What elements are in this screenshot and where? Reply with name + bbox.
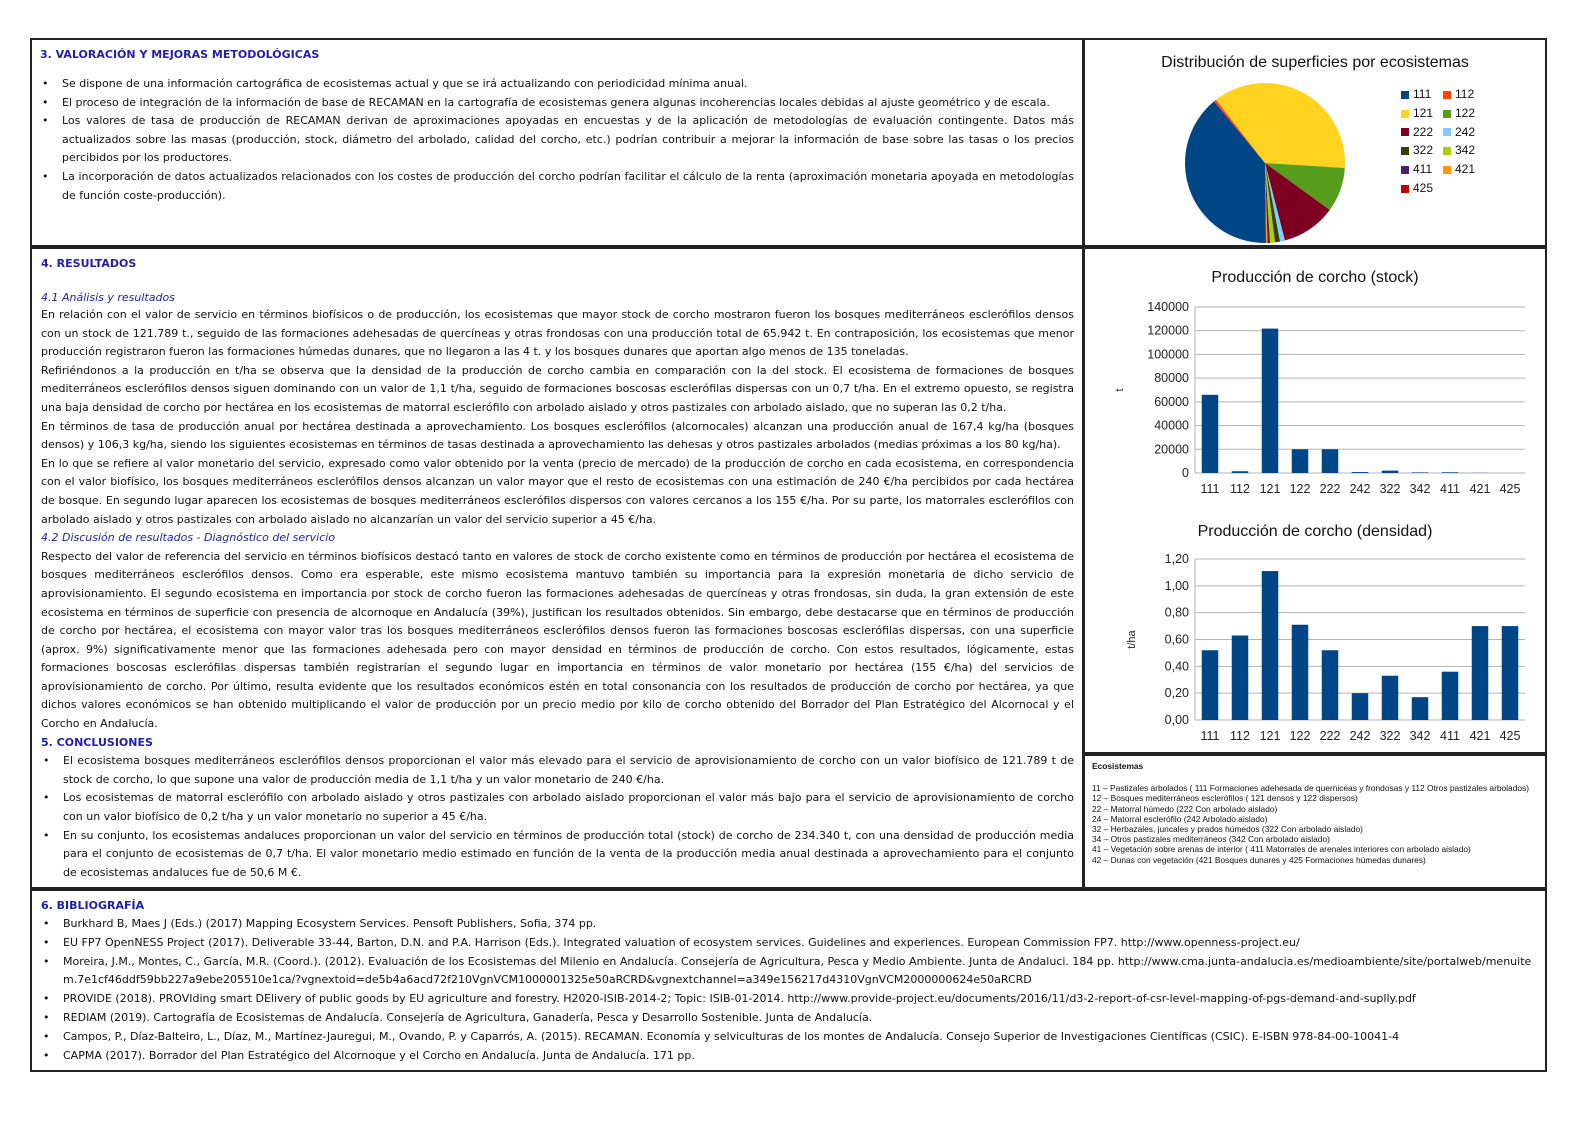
- legend-swatch: [1443, 110, 1451, 118]
- bar-411: [1442, 672, 1459, 720]
- y-tick-label: 40000: [1154, 418, 1189, 433]
- paragraph: Respecto del valor de referencia del servicio en términos biofísicos destacó tanto en valores de stock de corcho existente como en términos de producción por hectárea el ecosistema de bosques mediterráneos esclerófilos densos. Como era esperable, este mismo ecosistema mantuvo también su importancia para la expresión monetaria de dicho servicio de aprovisionamiento. El segundo ecosistema en importancia por stock de corcho fueron las formaciones adehesadas de quercíneas y otras frondosas, sin duda, la gran extensión de este ecosistema en términos de superficie con presencia de alcornoque en Andalucía (39%), justifican los resultados obtenidos. Sin embargo, debe destacarse que en términos de producción de corcho por hectárea, el ecosistema con mayor valor tras los bosques mediterráneos esclerófilos densos fueron las formaciones boscosas esclerófilas dispersas, con una superficie (aprox. 9%) significativamente menor que las formaciones adehesada pero con mayor densidad en términos de producción de corcho. Con estos resultados, lógicamente, estas formaciones boscosas esclerófilas dispersas también registrarían el segundo lugar en importancia en términos de valor monetario por hectárea (155 €/ha) del servicios de aprovisionamiento de corcho. Por último, resulta evidente que los resultados económicos estén en total consonancia con los resultados de producción de corcho por hectárea, ya que dichos valores económicos se han obtenido multiplicando el valor de producción por un precio medio por kilo de corcho obtenido del Borrador del Plan Estratégico del Alcornocal y el Corcho en Andalucía.: [41, 549, 1074, 731]
- y-tick-label: 100000: [1147, 347, 1189, 362]
- legend-label: 425: [1413, 181, 1434, 195]
- y-tick-label: 1,20: [1164, 552, 1189, 566]
- list-item: • Campos, P., Díaz-Balteiro, L., Díaz, M., Martínez-Jauregui, M., Ovando, P. y Caparrós, A. (2015). RECAMAN. Economía y selviculturas de los montes de Andalucía. Consejo Superior de Investigaciones Científicas (CSIC). E-ISBN 978-84-00-10041-4: [41, 1028, 1537, 1047]
- list-item: • Los ecosistemas de matorral esclerófilo con arbolado aislado y otros pastizales con arbolado aislado proporcionan el valor más bajo para el servicio de aprovisionamiento de corcho con un valor biofísico de 0,2 t/ha y un valor monetario no superior a 45 €/ha.: [41, 789, 1074, 826]
- bar-322: [1382, 676, 1399, 720]
- legend-label: 111: [1413, 87, 1432, 101]
- list-item: • PROVIDE (2018). PROVIding smart DElivery of public goods by EU agriculture and forestry. H2020-ISIB-2014-2; Topic: ISIB-01-2014. http://www.provide-project.eu/documents/2016/11/d3-2-report-of-csr-level-mapping-of-pgs-demand-and-suplly.pdf: [41, 990, 1537, 1009]
- paragraph: En términos de tasa de producción anual por hectárea destinada a aprovechamiento. Los bosques esclerófilos (alcornocales) alcanzan una producción anual de 167,4 kg/ha (bosques densos) y 106,3 kg/ha, siendo los siguientes ecosistemas en términos de tasas destinada a aprovechamiento las dehesas y otros pastizales arbolados (medias próximas a los 80 kg/ha).: [41, 419, 1074, 452]
- x-tick-label: 425: [1499, 729, 1521, 743]
- y-tick-label: 0: [1182, 466, 1189, 480]
- x-tick-label: 421: [1469, 482, 1491, 496]
- subsection-title: 4.1 Análisis y resultados: [41, 291, 175, 304]
- section-title: 3. VALORACIÓN Y MEJORAS METODOLÓGICAS: [40, 48, 320, 61]
- bar-112: [1232, 471, 1249, 473]
- legend-label: 222: [1413, 124, 1434, 139]
- bar-322: [1382, 471, 1399, 473]
- section-title: 4. RESULTADOS: [41, 257, 137, 270]
- bar-425: [1502, 626, 1519, 720]
- bullet-list: [40, 75, 1074, 205]
- legend-item-421: [1443, 162, 1475, 176]
- section-results: [30, 247, 1084, 889]
- y-tick-label: 1,00: [1164, 578, 1189, 593]
- legend-swatch: [1401, 128, 1409, 136]
- paragraph: En relación con el valor de servicio en términos biofísicos o de producción, los ecosistemas que mayor stock de corcho mostraron fueron los bosques mediterráneos esclerófilos densos con un stock de 121.789 t., seguido de las formaciones adehesadas de quercíneas y otras frondosas con una producción total de 65.942 t. En contraposición, los ecosistemas que menor producción registraron fueron las formaciones húmedas dunares, que no llegaron a las 4 t. y los bosques dunares que aportan algo menos de 135 toneladas.: [41, 308, 1074, 359]
- bar-121: [1262, 571, 1279, 720]
- legend-item-322: [1401, 143, 1433, 157]
- subsection-title: 4.2 Discusión de resultados - Diagnóstico del servicio: [41, 531, 336, 545]
- ecosystem-legend-panel: [1083, 754, 1547, 889]
- bar-112: [1232, 635, 1249, 720]
- legend-swatch: [1401, 147, 1409, 155]
- legend-label: 122: [1455, 105, 1476, 120]
- x-tick-label: 242: [1349, 482, 1371, 496]
- x-tick-label: 111: [1200, 729, 1220, 743]
- legend-line: 24 – Matorral esclerófilo (242 Arbolado aislado): [1092, 813, 1268, 824]
- bar-421: [1472, 626, 1489, 720]
- x-tick-label: 421: [1469, 729, 1491, 743]
- y-tick-label: 120000: [1147, 323, 1189, 338]
- section-title: 5. CONCLUSIONES: [41, 735, 153, 749]
- legend-label: 112: [1455, 87, 1475, 101]
- legend-swatch: [1401, 185, 1409, 193]
- legend-swatch: [1401, 166, 1409, 174]
- bar-222: [1322, 650, 1339, 720]
- x-tick-label: 121: [1259, 729, 1281, 743]
- section-methodology: [30, 38, 1084, 247]
- pie-chart-panel: [1083, 38, 1547, 247]
- x-tick-label: 425: [1499, 482, 1521, 496]
- list-item: • Burkhard B, Maes J (Eds.) (2017) Mapping Ecosystem Services. Pensoft Publishers, Sofia, 374 pp.: [41, 915, 1537, 934]
- legend-label: 421: [1455, 162, 1476, 177]
- y-tick-label: 0,80: [1164, 605, 1189, 620]
- legend-item-111: [1401, 87, 1431, 101]
- bar-122: [1292, 625, 1309, 720]
- x-tick-label: 411: [1440, 482, 1460, 496]
- chart-title: Producción de corcho (stock): [1211, 269, 1419, 286]
- legend-item-122: [1443, 106, 1475, 120]
- bar-121: [1262, 329, 1279, 473]
- y-tick-label: 60000: [1154, 394, 1189, 409]
- y-tick-label: 80000: [1154, 371, 1189, 386]
- x-tick-label: 322: [1379, 729, 1401, 743]
- list-item: • Se dispone de una información cartográfica de ecosistemas actual y que se irá actualizando con periodicidad mínima anual.: [40, 75, 1074, 94]
- legend-swatch: [1401, 110, 1409, 118]
- legend-label: 121: [1413, 105, 1434, 120]
- legend-item-242: [1443, 125, 1475, 139]
- y-tick-label: 0,40: [1164, 659, 1189, 674]
- x-tick-label: 411: [1440, 729, 1460, 743]
- bar-342: [1412, 697, 1429, 720]
- bar-122: [1292, 449, 1309, 473]
- list-item: • REDIAM (2019). Cartografía de Ecosistemas de Andalucía. Consejería de Agricultura, Ganadería, Pesca y Desarrollo Sostenible. Junta de Andalucía.: [41, 1009, 1537, 1028]
- section-bibliography: [30, 889, 1547, 1072]
- legend-title: Ecosistemas: [1092, 761, 1144, 771]
- legend-line: 12 – Bosques mediterráneos esclerófilos ( 121 densos y 122 dispersos): [1092, 793, 1358, 804]
- y-tick-label: 0,20: [1164, 686, 1189, 701]
- legend-swatch: [1443, 166, 1451, 174]
- legend-line: 42 – Dunas con vegetación (421 Bosques dunares y 425 Formaciones húmedas dunares): [1092, 854, 1426, 865]
- y-tick-label: 0,00: [1164, 713, 1189, 727]
- pie-chart: [1175, 78, 1355, 248]
- list-item: • Moreira, J.M., Montes, C., García, M.R. (Coord.). (2012). Evaluación de los Ecosistemas del Milenio en Andalucía. Consejería de Agricultura, Pesca y Medio Ambiente. Junta de Andaluci. 184 pp. http://www.cma.junta-andalucia.es/medioambiente/site/portalweb/menuitem.7e1cf46ddf59bb227a9ebe205510e1ca/?vgnextoid=de5b4a6acd72f210VgnVCM1000001325e50aRCRD&vgnextchannel=a349e156217d4310VgnVCM2000000624e50aRCRD: [41, 953, 1537, 991]
- legend-label: 242: [1455, 124, 1476, 139]
- legend-item-222: [1401, 125, 1433, 139]
- stock-bar-chart: [1085, 293, 1545, 503]
- x-tick-label: 342: [1409, 482, 1431, 496]
- list-item: • EU FP7 OpenNESS Project (2017). Deliverable 33-44, Barton, D.N. and P.A. Harrison (Eds.). Integrated valuation of ecosystem services. Guidelines and experiences. European Commission FP7. http://www.openness-project.eu/: [41, 934, 1537, 953]
- x-tick-label: 222: [1319, 729, 1341, 743]
- legend-item-411: [1401, 162, 1432, 176]
- x-tick-label: 122: [1289, 729, 1311, 743]
- x-tick-label: 111: [1200, 482, 1220, 496]
- y-axis-label: t: [1114, 388, 1126, 392]
- y-tick-label: 20000: [1154, 442, 1189, 457]
- bar-342: [1412, 472, 1429, 473]
- legend-item-425: [1401, 181, 1433, 195]
- list-item: • El proceso de integración de la información de base de RECAMAN en la cartografía de ecosistemas genera algunas incoherencias locales debidas al ajuste geométrico y de escala.: [40, 94, 1074, 113]
- legend-item-121: [1401, 106, 1433, 120]
- list-item: • En su conjunto, los ecosistemas andaluces proporcionan un valor del servicio en términos de producción total (stock) de corcho de 234.340 t, con una densidad de producción media para el conjunto de ecosistemas de 0,7 t/ha. El valor monetario medio estimado en función de la venta de la producción media anual destinada a aprovechamiento para el conjunto de ecosistemas andaluces fue de 50,6 M €.: [41, 827, 1074, 883]
- bar-242: [1352, 693, 1369, 720]
- list-item: • CAPMA (2017). Borrador del Plan Estratégico del Alcornoque y el Corcho en Andalucía. Junta de Andalucía. 171 pp.: [41, 1047, 1537, 1066]
- bar-242: [1352, 472, 1369, 473]
- legend-swatch: [1443, 147, 1451, 155]
- legend-line: 11 – Pastizales arbolados ( 111 Formaciones adehesada de querniceas y frondosas y 112 Otros pastizales arbolados): [1092, 783, 1529, 794]
- bullet-list: [41, 915, 1537, 1065]
- x-tick-label: 122: [1289, 482, 1311, 496]
- legend-label: 342: [1455, 143, 1476, 158]
- x-tick-label: 121: [1259, 482, 1281, 496]
- legend-label: 411: [1413, 162, 1433, 177]
- bar-222: [1322, 449, 1339, 473]
- legend-swatch: [1443, 91, 1451, 99]
- legend-line: 22 – Matorral húmedo (222 Con arbolado aislado): [1092, 803, 1278, 814]
- legend-line: 32 – Herbazales, juncales y prados húmedos (322 Con arbolado aislado): [1092, 824, 1363, 835]
- chart-title: Distribución de superficies por ecosistemas: [1161, 54, 1469, 71]
- x-tick-label: 112: [1230, 482, 1250, 496]
- y-tick-label: 0,60: [1164, 632, 1189, 647]
- paragraph: En lo que se refiere al valor monetario del servicio, expresado como valor obtenido por la venta (precio de mercado) de la producción de corcho en cada ecosistema, en correspondencia con el valor biofísico, los bosques mediterráneos esclerófilos densos alcanzan un valor mayor que el resto de ecosistemas con una estimación de 240 €/ha percibidos por cada hectárea de bosque. En segundo lugar aparecen los ecosistemas de bosques mediterráneos esclerófilos dispersos con valores cercanos a los 155 €/ha. Por su parte, los matorrales esclerófilos con arbolado aislado y otros pastizales con arbolado aislado no alcanzarían un valor del servicio superior a 45 €/ha.: [41, 456, 1074, 526]
- legend-line: 34 – Otros pastizales mediterráneos (342 Con arbolado aislado): [1092, 834, 1330, 845]
- legend-item-342: [1443, 143, 1475, 157]
- x-tick-label: 222: [1319, 482, 1341, 496]
- list-item: • Los valores de tasa de producción de RECAMAN derivan de aproximaciones apoyadas en encuestas y de la aplicación de metodologías de evaluación contingente. Datos más actualizados sobre las masas (producción, stock, diámetro del arbolado, calidad del corcho, etc.) podrían contribuir a mejorar la información de base sobre las tasas o los precios percibidos por los productores.: [40, 112, 1074, 168]
- legend-line: 41 – Vegetación sobre arenas de interior ( 411 Matorrales de arenales interiores con arbolado aislado): [1092, 844, 1471, 855]
- list-item: • El ecosistema bosques mediterráneos esclerófilos densos proporcionan el valor más elevado para el servicio de aprovisionamiento de corcho con un valor biofísico de 121.789 t de stock de corcho, lo que supone una valor de producción media de 1,1 t/ha y un valor monetario de 240 €/ha.: [41, 752, 1074, 789]
- legend-swatch: [1401, 91, 1409, 99]
- chart-title: Producción de corcho (densidad): [1197, 523, 1433, 540]
- section-title: 6. BIBLIOGRAFÍA: [41, 899, 145, 912]
- x-tick-label: 342: [1409, 729, 1431, 743]
- chart-legend: [1401, 87, 1541, 207]
- bar-111: [1202, 650, 1219, 720]
- x-tick-label: 112: [1230, 729, 1250, 743]
- x-tick-label: 322: [1379, 482, 1401, 496]
- legend-swatch: [1443, 128, 1451, 136]
- y-tick-label: 140000: [1147, 300, 1189, 314]
- y-axis-label: t/ha: [1126, 630, 1138, 649]
- paragraph: Refiriéndonos a la producción en t/ha se observa que la densidad de la producción de corcho cambia en comparación con la del stock. El ecosistema de formaciones de bosques mediterráneos esclerófilos densos siguen dominando con un valor de 1,1 t/ha, seguido de formaciones boscosas esclerófilas dispersas con un 0,7 t/ha. En el extremo opuesto, se registra una baja densidad de corcho por hectárea en los ecosistemas de matorral esclerófilo con arbolado aislado y otros pastizales con arbolado aislado, que no superan las 0,2 t/ha.: [41, 363, 1074, 414]
- bar-111: [1202, 395, 1219, 473]
- bar-charts-panel: [1083, 247, 1547, 754]
- x-tick-label: 242: [1349, 729, 1371, 743]
- list-item: • La incorporación de datos actualizados relacionados con los costes de producción del corcho podrían facilitar el cálculo de la renta (aproximación monetaria apoyada en metodologías de función coste-producción).: [40, 168, 1074, 205]
- density-bar-chart: [1085, 549, 1545, 749]
- legend-label: 322: [1413, 143, 1434, 158]
- legend-item-112: [1443, 87, 1474, 101]
- bar-411: [1442, 472, 1459, 473]
- bullet-list: [41, 752, 1074, 882]
